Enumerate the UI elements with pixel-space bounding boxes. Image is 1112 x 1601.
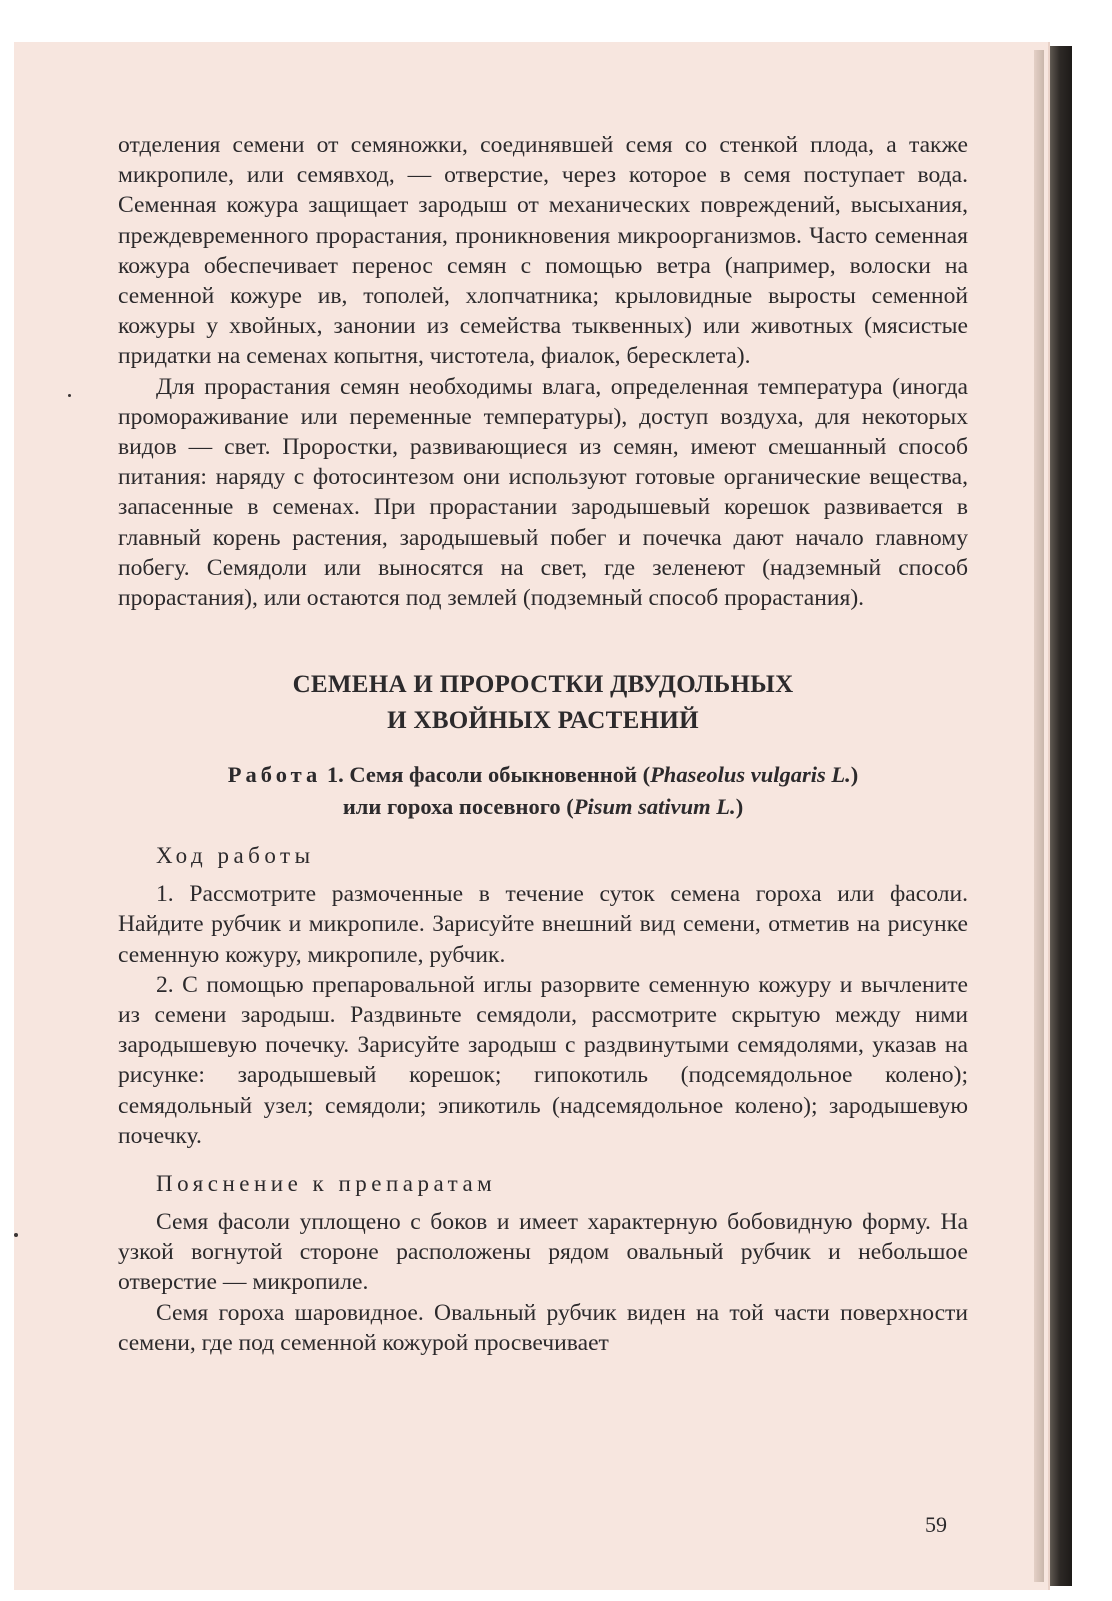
work-title-text: или гороха посевного ( <box>342 794 574 820</box>
work-title-text: ) <box>850 762 859 788</box>
procedure-step: 1. Рассмотрите размоченные в течение суток семена гороха или фасоли. Найдите рубчик и микропиле. Зарисуйте внешний вид семени, отметив на рисунке семенную кожуру, микропиле, рубчик. <box>118 881 968 968</box>
section-title-line: И ХВОЙНЫХ РАСТЕНИЙ <box>387 707 699 735</box>
explanation-heading: Пояснение к препаратам <box>156 1171 497 1197</box>
work-title <box>118 759 968 823</box>
page-stack-edge <box>1034 50 1044 1582</box>
work-title-line <box>118 759 968 791</box>
intro-paragraph: Для прорастания семян необходимы влага, определенная температура (иногда промораживание или переменные температуры), доступ воздуха, для некоторых видов — свет. Проростки, развивающиеся из семян, имеют смешанный способ питания: наряду с фотосинтезом они используют готовые органические вещества, запасенные в семенах. При прорастании зародышевый корешок развивается в главный корень растения, зародышевый побег и почечка дают начало главному побегу. Семядоли или выносятся на свет, где зеленеют (надземный способ прорастания), или остаются под землей (подземный способ прорастания). <box>118 373 968 612</box>
section-title-line: СЕМЕНА И ПРОРОСТКИ ДВУДОЛЬНЫХ <box>292 671 794 699</box>
work-title-text: 1. Семя фасоли обыкновенной ( <box>321 762 651 788</box>
latin-name: Pisum sativum L. <box>573 794 736 820</box>
section-title <box>118 667 968 739</box>
page-number: 59 <box>925 1512 947 1537</box>
work-title-text: ) <box>735 794 744 820</box>
procedure-step: 2. С помощью препаровальной иглы разорвите семенную кожуру и вычлените из семени зародыш. Раздвиньте семядоли, рассмотрите скрытую между ними зародышевую почечку. Зарисуйте зародыш с раздвинутыми семядолями, указав на рисунке: зародышевый корешок; гипокотиль (подсемядольное колено); семядольный узел; семядоли; эпикотиль (надсемядольное колено); зародышевую почечку. <box>118 971 968 1149</box>
work-label: Работа <box>227 762 322 788</box>
page-body <box>118 130 968 1358</box>
explanation-paragraph: Семя фасоли уплощено с боков и имеет характерную бобовидную форму. На узкой вогнутой стороне расположены рядом овальный рубчик и небольшое отверстие — микропиле. <box>118 1209 968 1296</box>
explanation-paragraph: Семя гороха шаровидное. Овальный рубчик виден на той части поверхности семени, где под семенной кожурой просвечивает <box>118 1299 968 1356</box>
latin-name: Phaseolus vulgaris L. <box>650 762 851 788</box>
procedure-heading: Ход работы <box>156 843 315 869</box>
scan-speck <box>14 1233 18 1237</box>
intro-paragraph: отделения семени от семяножки, соединявшей семя со стенкой плода, а также микропиле, или семявход, — отверстие, через которое в семя поступает вода. Семенная кожура защищает зародыш от механических повреждений, высыхания, преждевременного прорастания, проникновения микроорганизмов. Часто семенная кожура обеспечивает перенос семян с помощью ветра (например, волоски на семенной кожуре ив, тополей, хлопчатника; крыловидные выросты семенной кожуры у хвойных, занонии из семейства тыквенных) или животных (мясистые придатки на семенах копытня, чистотела, фиалок, бересклета). <box>118 132 968 370</box>
scan-speck <box>68 394 71 397</box>
work-title-line <box>118 791 968 823</box>
